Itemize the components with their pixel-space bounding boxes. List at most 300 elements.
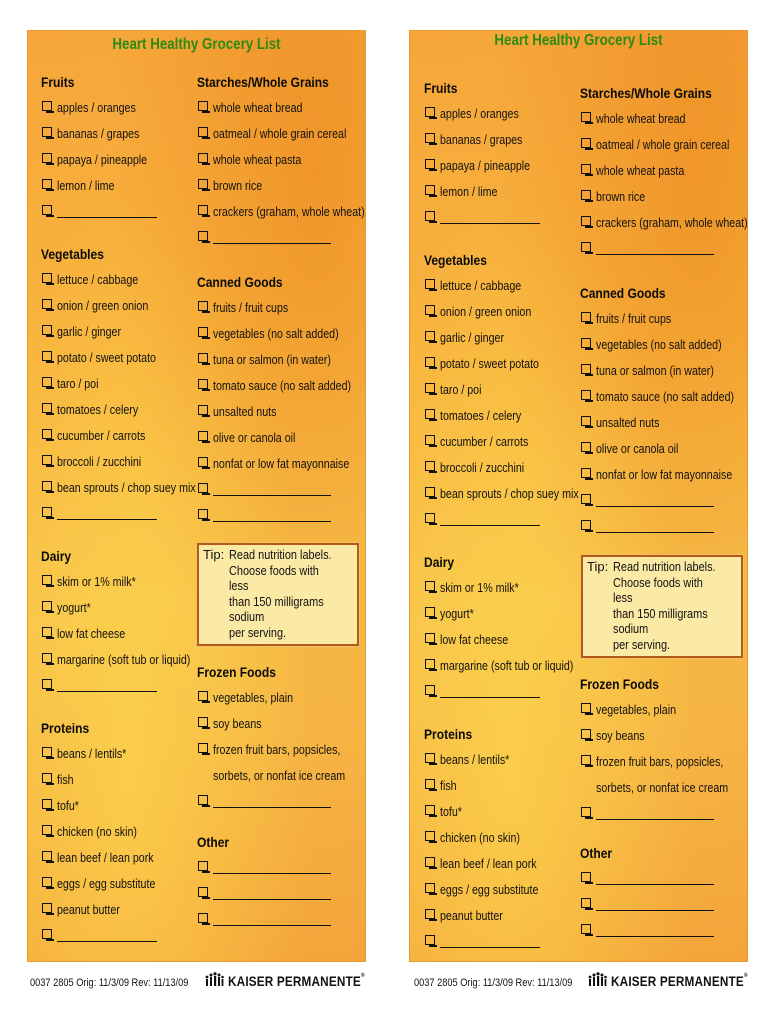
checkbox-icon[interactable] <box>425 383 435 393</box>
checklist-item-label: tuna or salmon (in water) <box>596 362 714 378</box>
checkbox-icon[interactable] <box>42 877 52 887</box>
checklist-item <box>197 294 366 320</box>
section-starches-whole-grains <box>580 81 748 261</box>
grocery-list-card-left <box>27 30 366 962</box>
checkbox-icon[interactable] <box>42 799 52 809</box>
checklist-item-label: broccoli / zucchini <box>57 453 142 469</box>
checklist-item-label: whole wheat bread <box>213 99 303 115</box>
checklist-item <box>580 435 748 461</box>
tip-line: Choose foods with less <box>613 574 703 606</box>
checklist-item-label: olive or canola oil <box>596 440 679 456</box>
checkbox-icon[interactable] <box>42 627 52 637</box>
checklist-item-label: fruits / fruit cups <box>213 299 289 315</box>
checklist-item-label: low fat cheese <box>57 625 126 641</box>
write-in-line[interactable] <box>440 685 540 698</box>
checkbox-icon[interactable] <box>42 325 52 335</box>
checkbox-icon[interactable] <box>42 601 52 611</box>
checkbox-icon[interactable] <box>42 351 52 361</box>
checkbox-icon[interactable] <box>198 795 208 805</box>
section-fruits <box>424 76 550 230</box>
checklist-item <box>424 626 603 652</box>
checklist-item <box>197 120 366 146</box>
write-in-line[interactable] <box>596 872 714 885</box>
checklist-item-label: frozen fruit bars, popsicles, <box>596 753 724 769</box>
checkbox-icon[interactable] <box>425 357 435 367</box>
checklist-item-label: onion / green onion <box>57 297 149 313</box>
checklist-item <box>197 372 366 398</box>
checklist-item-label: tofu* <box>440 803 462 819</box>
checklist-item-label: soy beans <box>213 715 262 731</box>
checklist-item <box>424 100 550 126</box>
checkbox-icon[interactable] <box>42 747 52 757</box>
checkbox-icon[interactable] <box>425 607 435 617</box>
section-title: Vegetables <box>424 252 487 268</box>
checkbox-icon[interactable] <box>42 377 52 387</box>
section-title: Proteins <box>41 720 90 736</box>
checkbox-icon[interactable] <box>42 851 52 861</box>
checkbox-icon[interactable] <box>42 455 52 465</box>
checklist-item <box>580 209 748 235</box>
checkbox-icon[interactable] <box>581 190 591 200</box>
checkbox-icon[interactable] <box>42 429 52 439</box>
tip-box <box>197 543 359 646</box>
checklist-item-label: crackers (graham, whole wheat) <box>596 214 748 230</box>
checklist-item-label: peanut butter <box>57 901 120 917</box>
checklist-item <box>41 766 177 792</box>
checkbox-icon[interactable] <box>581 242 591 252</box>
blank-checklist-item <box>424 678 603 704</box>
checklist-item <box>424 746 560 772</box>
checklist-item <box>197 146 366 172</box>
checkbox-icon[interactable] <box>198 743 208 753</box>
checklist-item <box>41 620 220 646</box>
checkbox-icon[interactable] <box>42 205 52 215</box>
checklist-item-label: yogurt* <box>57 599 91 615</box>
section-fruits <box>41 70 167 224</box>
write-in-line[interactable] <box>213 913 331 926</box>
checklist-item <box>424 876 560 902</box>
checklist-item <box>424 600 603 626</box>
checkbox-icon[interactable] <box>42 127 52 137</box>
checklist-item <box>580 131 748 157</box>
checklist-item-label: oatmeal / whole grain cereal <box>596 136 730 152</box>
write-in-line[interactable] <box>57 205 157 218</box>
checklist-item <box>41 646 220 672</box>
checklist-item-label: bean sprouts / chop suey mix <box>57 479 196 495</box>
checkbox-icon[interactable] <box>198 205 208 215</box>
checklist-item <box>197 198 366 224</box>
checklist-item <box>424 126 550 152</box>
checklist-item <box>41 568 220 594</box>
checkbox-icon[interactable] <box>581 703 591 713</box>
section-frozen-foods <box>197 660 366 814</box>
tip-label: Tip: <box>587 559 609 574</box>
checkbox-icon[interactable] <box>425 753 435 763</box>
section-other <box>197 830 331 932</box>
checklist-item-label: frozen fruit bars, popsicles, <box>213 741 341 757</box>
page-title: Heart Healthy Grocery List <box>494 32 663 49</box>
section-title: Starches/Whole Grains <box>197 74 329 90</box>
checkbox-icon[interactable] <box>581 924 591 934</box>
kaiser-figures-icon <box>587 972 607 989</box>
checkbox-icon[interactable] <box>581 390 591 400</box>
tip-label: Tip: <box>203 547 225 562</box>
checklist-item <box>41 792 177 818</box>
checklist-item-label: olive or canola oil <box>213 429 296 445</box>
checklist-item <box>580 383 748 409</box>
checklist-item <box>41 896 177 922</box>
tip-line: Read nutrition labels. <box>613 559 716 574</box>
section-frozen-foods <box>580 672 748 826</box>
blank-checklist-item <box>580 891 714 917</box>
checklist-item-label: chicken (no skin) <box>57 823 137 839</box>
checkbox-icon[interactable] <box>425 305 435 315</box>
checkbox-icon[interactable] <box>425 685 435 695</box>
checklist-item <box>424 652 603 678</box>
checklist-item-label: brown rice <box>213 177 263 193</box>
checklist-item <box>424 798 560 824</box>
checkbox-icon[interactable] <box>198 691 208 701</box>
checklist-item-label: lettuce / cabbage <box>440 277 522 293</box>
section-canned-goods <box>580 281 748 539</box>
checkbox-icon[interactable] <box>425 461 435 471</box>
checkbox-icon[interactable] <box>581 494 591 504</box>
checkbox-icon[interactable] <box>581 520 591 530</box>
checklist-item <box>197 398 366 424</box>
checklist-item <box>197 172 366 198</box>
write-in-line[interactable] <box>213 231 331 244</box>
checklist-item <box>424 824 560 850</box>
checkbox-icon[interactable] <box>42 929 52 939</box>
section-title: Starches/Whole Grains <box>580 85 712 101</box>
tip-line: Read nutrition labels. <box>229 547 332 562</box>
write-in-line[interactable] <box>596 520 714 533</box>
checklist-item <box>197 320 366 346</box>
checklist-item-label: crackers (graham, whole wheat) <box>213 203 365 219</box>
checklist-item-label: bean sprouts / chop suey mix <box>440 485 579 501</box>
checklist-item-label: bananas / grapes <box>57 125 140 141</box>
checklist-item-label: tomato sauce (no salt added) <box>596 388 735 404</box>
checklist-item-label: sorbets, or nonfat ice cream <box>596 779 729 795</box>
checklist-item <box>580 409 748 435</box>
tip-line: per serving. <box>229 624 287 640</box>
blank-checklist-item <box>197 880 331 906</box>
checkbox-icon[interactable] <box>425 831 435 841</box>
write-in-line[interactable] <box>213 795 331 808</box>
checkbox-icon[interactable] <box>198 179 208 189</box>
write-in-line[interactable] <box>596 898 714 911</box>
checkbox-icon[interactable] <box>581 364 591 374</box>
checklist-item-label: low fat cheese <box>440 631 509 647</box>
checklist-item-label: tomatoes / celery <box>440 407 522 423</box>
checkbox-icon[interactable] <box>198 101 208 111</box>
checklist-item-label: cucumber / carrots <box>440 433 529 449</box>
section-title: Other <box>197 834 230 850</box>
tip-line: Choose foods with less <box>229 562 319 594</box>
brand-logo-right <box>587 972 768 989</box>
checkbox-icon[interactable] <box>42 773 52 783</box>
write-in-line[interactable] <box>57 679 157 692</box>
checklist-item <box>197 346 366 372</box>
grocery-list-card-right <box>409 30 748 962</box>
section-title: Vegetables <box>41 246 104 262</box>
write-in-line[interactable] <box>440 513 540 526</box>
checklist-item-label: cucumber / carrots <box>57 427 146 443</box>
blank-checklist-item <box>424 928 560 954</box>
checkbox-icon[interactable] <box>581 755 591 765</box>
checkbox-icon[interactable] <box>42 575 52 585</box>
checkbox-icon[interactable] <box>198 431 208 441</box>
checkbox-icon[interactable] <box>425 211 435 221</box>
checklist-item-label: broccoli / zucchini <box>440 459 525 475</box>
checkbox-icon[interactable] <box>425 857 435 867</box>
checklist-item <box>580 461 748 487</box>
checklist-item <box>580 105 748 131</box>
checklist-item-label: nonfat or low fat mayonnaise <box>596 466 733 482</box>
checkbox-icon[interactable] <box>581 164 591 174</box>
write-in-line[interactable] <box>57 929 157 942</box>
section-proteins <box>424 722 560 954</box>
blank-checklist-item <box>580 865 714 891</box>
checklist-item-label: taro / poi <box>440 381 482 397</box>
checkbox-icon[interactable] <box>581 338 591 348</box>
section-canned-goods <box>197 270 366 528</box>
write-in-line[interactable] <box>596 807 714 820</box>
checkbox-icon[interactable] <box>198 379 208 389</box>
tip-text <box>613 559 717 653</box>
checkbox-icon[interactable] <box>581 729 591 739</box>
checklist-item <box>424 178 550 204</box>
checkbox-icon[interactable] <box>425 581 435 591</box>
checklist-item-label: lettuce / cabbage <box>57 271 139 287</box>
checkbox-icon[interactable] <box>198 153 208 163</box>
checklist-item-label: bananas / grapes <box>440 131 523 147</box>
checklist-item <box>197 424 366 450</box>
checklist-item <box>580 696 748 722</box>
checklist-item-label: whole wheat pasta <box>213 151 302 167</box>
checklist-item-label: lean beef / lean pork <box>57 849 154 865</box>
checkbox-icon[interactable] <box>42 679 52 689</box>
checkbox-icon[interactable] <box>425 435 435 445</box>
section-title: Dairy <box>424 554 455 570</box>
checkbox-icon[interactable] <box>42 273 52 283</box>
checklist-item-label: fruits / fruit cups <box>596 310 672 326</box>
write-in-line[interactable] <box>213 483 331 496</box>
checklist-item <box>580 357 748 383</box>
checklist-item <box>197 736 366 762</box>
blank-checklist-item <box>197 476 366 502</box>
checkbox-icon[interactable] <box>425 331 435 341</box>
checklist-item-label: potato / sweet potato <box>57 349 156 365</box>
checkbox-icon[interactable] <box>581 112 591 122</box>
checkbox-icon[interactable] <box>198 405 208 415</box>
footer-code-left: 0037 2805 Orig: 11/3/09 Rev: 11/13/09 <box>30 977 189 989</box>
checkbox-icon[interactable] <box>198 913 208 923</box>
checkbox-icon[interactable] <box>581 807 591 817</box>
checkbox-icon[interactable] <box>198 483 208 493</box>
checklist-item <box>424 902 560 928</box>
checkbox-icon[interactable] <box>198 353 208 363</box>
checklist-item-label: skim or 1% milk* <box>57 573 136 589</box>
checkbox-icon[interactable] <box>425 633 435 643</box>
checkbox-icon[interactable] <box>425 159 435 169</box>
checklist-item <box>41 740 177 766</box>
checkbox-icon[interactable] <box>198 861 208 871</box>
write-in-line[interactable] <box>440 935 540 948</box>
section-starches-whole-grains <box>197 70 366 250</box>
checklist-item-label: vegetables, plain <box>213 689 294 705</box>
checkbox-icon[interactable] <box>425 513 435 523</box>
checklist-item <box>424 850 560 876</box>
checkbox-icon[interactable] <box>425 279 435 289</box>
blank-checklist-item <box>580 800 748 826</box>
checklist-item-label: onion / green onion <box>440 303 532 319</box>
checklist-item <box>41 870 177 896</box>
checklist-item <box>580 722 748 748</box>
checkbox-icon[interactable] <box>42 481 52 491</box>
blank-checklist-item <box>580 487 748 513</box>
write-in-line[interactable] <box>596 494 714 507</box>
checklist-item <box>197 94 366 120</box>
checkbox-icon[interactable] <box>425 935 435 945</box>
brand-name-right: KAISER PERMANENTE® <box>611 972 748 989</box>
checkbox-icon[interactable] <box>42 403 52 413</box>
checkbox-icon[interactable] <box>581 898 591 908</box>
write-in-line[interactable] <box>213 861 331 874</box>
tip-line: than 150 milligrams sodium <box>229 593 324 625</box>
blank-checklist-item <box>580 513 748 539</box>
checkbox-icon[interactable] <box>42 507 52 517</box>
checklist-item-label: peanut butter <box>440 907 503 923</box>
checkbox-icon[interactable] <box>42 299 52 309</box>
checkbox-icon[interactable] <box>425 805 435 815</box>
checklist-item <box>580 305 748 331</box>
checkbox-icon[interactable] <box>425 779 435 789</box>
checkbox-icon[interactable] <box>198 717 208 727</box>
blank-checklist-item <box>197 502 366 528</box>
checklist-item <box>424 772 560 798</box>
checkbox-icon[interactable] <box>42 101 52 111</box>
checklist-item-label: tomatoes / celery <box>57 401 139 417</box>
checkbox-icon[interactable] <box>425 909 435 919</box>
checkbox-icon[interactable] <box>42 825 52 835</box>
tip-line: per serving. <box>613 636 671 652</box>
tip-text <box>229 547 333 641</box>
blank-checklist-item <box>41 922 177 948</box>
checklist-item <box>41 844 177 870</box>
checklist-item-label: beans / lentils* <box>57 745 127 761</box>
checkbox-icon[interactable] <box>425 883 435 893</box>
checklist-item-label: taro / poi <box>57 375 99 391</box>
write-in-line[interactable] <box>213 887 331 900</box>
checklist-item-label: tomato sauce (no salt added) <box>213 377 352 393</box>
checklist-item-label: eggs / egg substitute <box>440 881 539 897</box>
section-title: Dairy <box>41 548 72 564</box>
checkbox-icon[interactable] <box>581 442 591 452</box>
section-title: Fruits <box>424 80 458 96</box>
checkbox-icon[interactable] <box>425 107 435 117</box>
write-in-line[interactable] <box>596 924 714 937</box>
checkbox-icon[interactable] <box>198 327 208 337</box>
checklist-item-label: beans / lentils* <box>440 751 510 767</box>
section-other <box>580 841 714 943</box>
kaiser-figures-icon <box>204 972 224 989</box>
checklist-item-label: lean beef / lean pork <box>440 855 537 871</box>
section-title: Canned Goods <box>580 285 666 301</box>
checklist-item <box>41 120 167 146</box>
checklist-item-label: lemon / lime <box>57 177 115 193</box>
write-in-line[interactable] <box>440 211 540 224</box>
checklist-item-label: skim or 1% milk* <box>440 579 519 595</box>
write-in-line[interactable] <box>596 242 714 255</box>
checklist-item-label: margarine (soft tub or liquid) <box>440 657 574 673</box>
checklist-item-label: vegetables (no salt added) <box>213 325 339 341</box>
checkbox-icon[interactable] <box>581 416 591 426</box>
checkbox-icon[interactable] <box>581 872 591 882</box>
checklist-item <box>424 152 550 178</box>
write-in-line[interactable] <box>57 507 157 520</box>
blank-checklist-item <box>580 917 714 943</box>
brand-name-left: KAISER PERMANENTE® <box>228 972 365 989</box>
checklist-item <box>580 157 748 183</box>
checkbox-icon[interactable] <box>198 509 208 519</box>
checkbox-icon[interactable] <box>425 659 435 669</box>
checkbox-icon[interactable] <box>581 312 591 322</box>
checklist-item-label: unsalted nuts <box>213 403 277 419</box>
checklist-item <box>580 183 748 209</box>
write-in-line[interactable] <box>213 509 331 522</box>
checkbox-icon[interactable] <box>198 887 208 897</box>
blank-checklist-item <box>580 235 748 261</box>
checklist-item-label: margarine (soft tub or liquid) <box>57 651 191 667</box>
checklist-item-label: tofu* <box>57 797 79 813</box>
checkbox-icon[interactable] <box>581 468 591 478</box>
page-title: Heart Healthy Grocery List <box>112 36 281 53</box>
blank-checklist-item <box>197 906 331 932</box>
blank-checklist-item <box>41 672 220 698</box>
checkbox-icon[interactable] <box>42 903 52 913</box>
blank-checklist-item <box>424 204 550 230</box>
checklist-item-label: whole wheat bread <box>596 110 686 126</box>
checkbox-icon[interactable] <box>581 216 591 226</box>
checkbox-icon[interactable] <box>425 133 435 143</box>
checkbox-icon[interactable] <box>581 138 591 148</box>
checklist-item-label: potato / sweet potato <box>440 355 539 371</box>
checkbox-icon[interactable] <box>42 153 52 163</box>
tip-box <box>581 555 743 658</box>
checkbox-icon[interactable] <box>425 409 435 419</box>
checklist-item <box>197 450 366 476</box>
checklist-item-label: nonfat or low fat mayonnaise <box>213 455 350 471</box>
blank-checklist-item <box>197 788 366 814</box>
checkbox-icon[interactable] <box>198 301 208 311</box>
checklist-item <box>41 94 167 120</box>
checkbox-icon[interactable] <box>198 457 208 467</box>
checklist-item <box>424 574 603 600</box>
checkbox-icon[interactable] <box>425 185 435 195</box>
section-title: Canned Goods <box>197 274 283 290</box>
checklist-item <box>197 684 366 710</box>
checklist-item <box>197 710 366 736</box>
checkbox-icon[interactable] <box>42 653 52 663</box>
section-proteins <box>41 716 177 948</box>
checklist-item-label: vegetables (no salt added) <box>596 336 722 352</box>
checkbox-icon[interactable] <box>198 127 208 137</box>
tip-line: than 150 milligrams sodium <box>613 605 708 637</box>
checkbox-icon[interactable] <box>42 179 52 189</box>
checkbox-icon[interactable] <box>425 487 435 497</box>
checkbox-icon[interactable] <box>198 231 208 241</box>
